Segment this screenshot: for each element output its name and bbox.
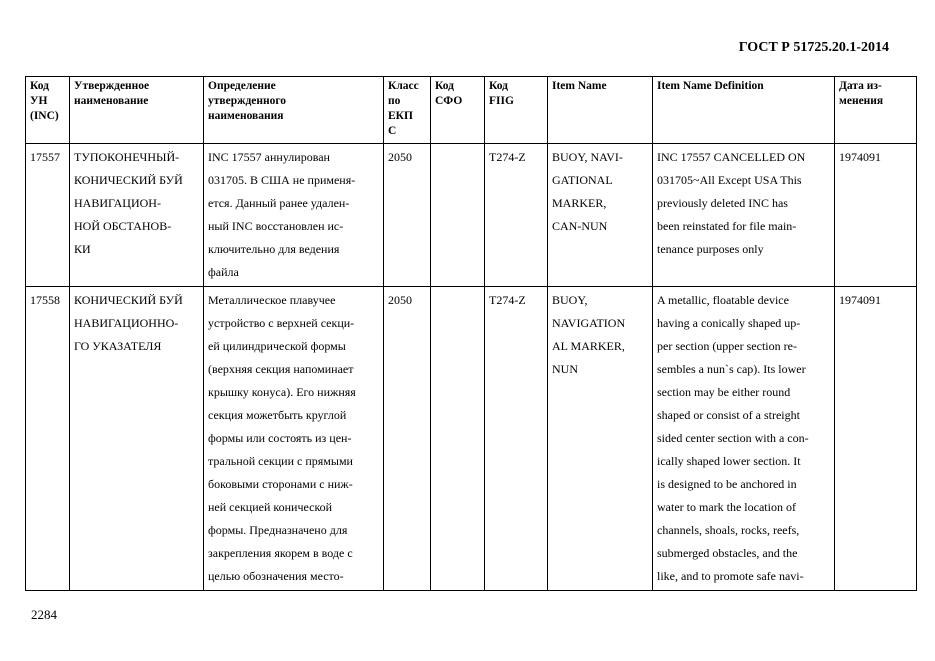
text-line: like, and to promote safe navi- — [657, 569, 804, 583]
text-line: боковыми сторонами с ниж- — [208, 477, 353, 491]
text-line: формы. Предназначено для — [208, 523, 348, 537]
text-line: channels, shoals, rocks, reefs, — [657, 523, 800, 537]
cell-item-name-definition — [653, 287, 835, 591]
text-line: УН — [30, 95, 48, 107]
text-line: СФО — [435, 95, 463, 107]
cell-fiig: T274-Z — [485, 287, 548, 591]
table-row — [26, 287, 917, 591]
text-line: Утвержденное — [74, 80, 150, 92]
text-line: ется. Данный ранее удален- — [208, 196, 350, 210]
col-header-fiig — [485, 77, 548, 144]
cell-class: 2050 — [384, 144, 431, 287]
text-line: наименования — [208, 110, 284, 122]
text-line: Код — [489, 80, 509, 92]
col-header-class — [384, 77, 431, 144]
text-line: GATIONAL — [552, 173, 613, 187]
text-line: INC 17557 CANCELLED ON — [657, 150, 806, 164]
text-line: наименование — [74, 95, 149, 107]
text-line: 031705~All Except USA This — [657, 173, 802, 187]
cell-inc: 17558 — [26, 287, 70, 591]
text-line: формы или состоять из цен- — [208, 431, 352, 445]
catalog-table — [25, 76, 917, 591]
text-line: Металлическое плавучее — [208, 293, 336, 307]
text-line: submerged obstacles, and the — [657, 546, 798, 560]
text-line: ЕКП — [388, 110, 413, 122]
text-line: НАВИГАЦИОН- — [74, 196, 161, 210]
cell-sfo — [431, 287, 485, 591]
cell-inc: 17557 — [26, 144, 70, 287]
text-line: НОЙ ОБСТАНОВ- — [74, 219, 172, 233]
text-line: previously deleted INC has — [657, 196, 788, 210]
text-line: Item Name — [552, 80, 607, 92]
text-line: Код — [435, 80, 455, 92]
text-line: A metallic, floatable device — [657, 293, 789, 307]
text-line: BUOY, NAVI- — [552, 150, 623, 164]
cell-item-name — [548, 287, 653, 591]
text-line: Код — [30, 80, 50, 92]
text-line: С — [388, 125, 397, 137]
table-row — [26, 144, 917, 287]
text-line: (INC) — [30, 110, 59, 122]
cell-item-name-definition — [653, 144, 835, 287]
text-line: тральной секции с прямыми — [208, 454, 353, 468]
text-line: закрепления якорем в воде с — [208, 546, 353, 560]
text-line: been reinstated for file main- — [657, 219, 797, 233]
col-header-item-name — [548, 77, 653, 144]
cell-definition — [204, 144, 384, 287]
text-line: NUN — [552, 362, 578, 376]
text-line: sembles a nun`s cap). Its lower — [657, 362, 806, 376]
col-header-change-date — [835, 77, 917, 144]
text-line: Дата из- — [839, 80, 882, 92]
text-line: крышку конуса). Его нижняя — [208, 385, 356, 399]
text-line: FIIG — [489, 95, 514, 107]
cell-fiig: T274-Z — [485, 144, 548, 287]
table-header-row — [26, 77, 917, 144]
text-line: ically shaped lower section. It — [657, 454, 801, 468]
text-line: INC 17557 аннулирован — [208, 150, 330, 164]
page-number: 2284 — [31, 607, 57, 622]
text-line: по — [388, 95, 401, 107]
text-line: Определение — [208, 80, 276, 92]
text-line: КИ — [74, 242, 91, 256]
col-header-item-name-definition — [653, 77, 835, 144]
text-line: Класс — [388, 80, 419, 92]
text-line: ключительно для ведения — [208, 242, 340, 256]
text-line: ей цилиндрической формы — [208, 339, 346, 353]
col-header-definition — [204, 77, 384, 144]
text-line: ней секцией конической — [208, 500, 333, 514]
text-line: NAVIGATION — [552, 316, 626, 330]
document-standard-header: ГОСТ Р 51725.20.1-2014 — [738, 40, 889, 55]
cell-change-date: 1974091 — [835, 287, 917, 591]
text-line: sided center section with a con- — [657, 431, 809, 445]
text-line: устройство с верхней секци- — [208, 316, 355, 330]
col-header-sfo — [431, 77, 485, 144]
text-line: Item Name Definition — [657, 80, 764, 92]
text-line: per section (upper section re- — [657, 339, 797, 353]
text-line: section may be either round — [657, 385, 791, 399]
text-line: BUOY, — [552, 293, 588, 307]
text-line: 031705. В США не применя- — [208, 173, 356, 187]
col-header-approved-name — [70, 77, 204, 144]
cell-change-date: 1974091 — [835, 144, 917, 287]
cell-sfo — [431, 144, 485, 287]
text-line: having a conically shaped up- — [657, 316, 801, 330]
col-header-inc — [26, 77, 70, 144]
text-line: утвержденного — [208, 95, 287, 107]
text-line: MARKER, — [552, 196, 607, 210]
cell-definition — [204, 287, 384, 591]
text-line: НАВИГАЦИОННО- — [74, 316, 179, 330]
cell-item-name — [548, 144, 653, 287]
text-line: ный INC восстановлен ис- — [208, 219, 344, 233]
text-line: water to mark the location of — [657, 500, 796, 514]
text-line: КОНИЧЕСКИЙ БУЙ — [74, 293, 183, 307]
text-line: менения — [839, 95, 884, 107]
cell-approved-name — [70, 287, 204, 591]
text-line: ТУПОКОНЕЧНЫЙ- — [74, 150, 180, 164]
cell-class: 2050 — [384, 287, 431, 591]
text-line: секция можетбыть круглой — [208, 408, 347, 422]
text-line: CAN-NUN — [552, 219, 608, 233]
text-line: AL MARKER, — [552, 339, 625, 353]
text-line: tenance purposes only — [657, 242, 764, 256]
text-line: целью обозначения место- — [208, 569, 344, 583]
text-line: shaped or consist of a streight — [657, 408, 800, 422]
text-line: (верхняя секция напоминает — [208, 362, 354, 376]
text-line: ГО УКАЗАТЕЛЯ — [74, 339, 162, 353]
text-line: файла — [208, 265, 239, 279]
text-line: КОНИЧЕСКИЙ БУЙ — [74, 173, 183, 187]
cell-approved-name — [70, 144, 204, 287]
text-line: is designed to be anchored in — [657, 477, 797, 491]
